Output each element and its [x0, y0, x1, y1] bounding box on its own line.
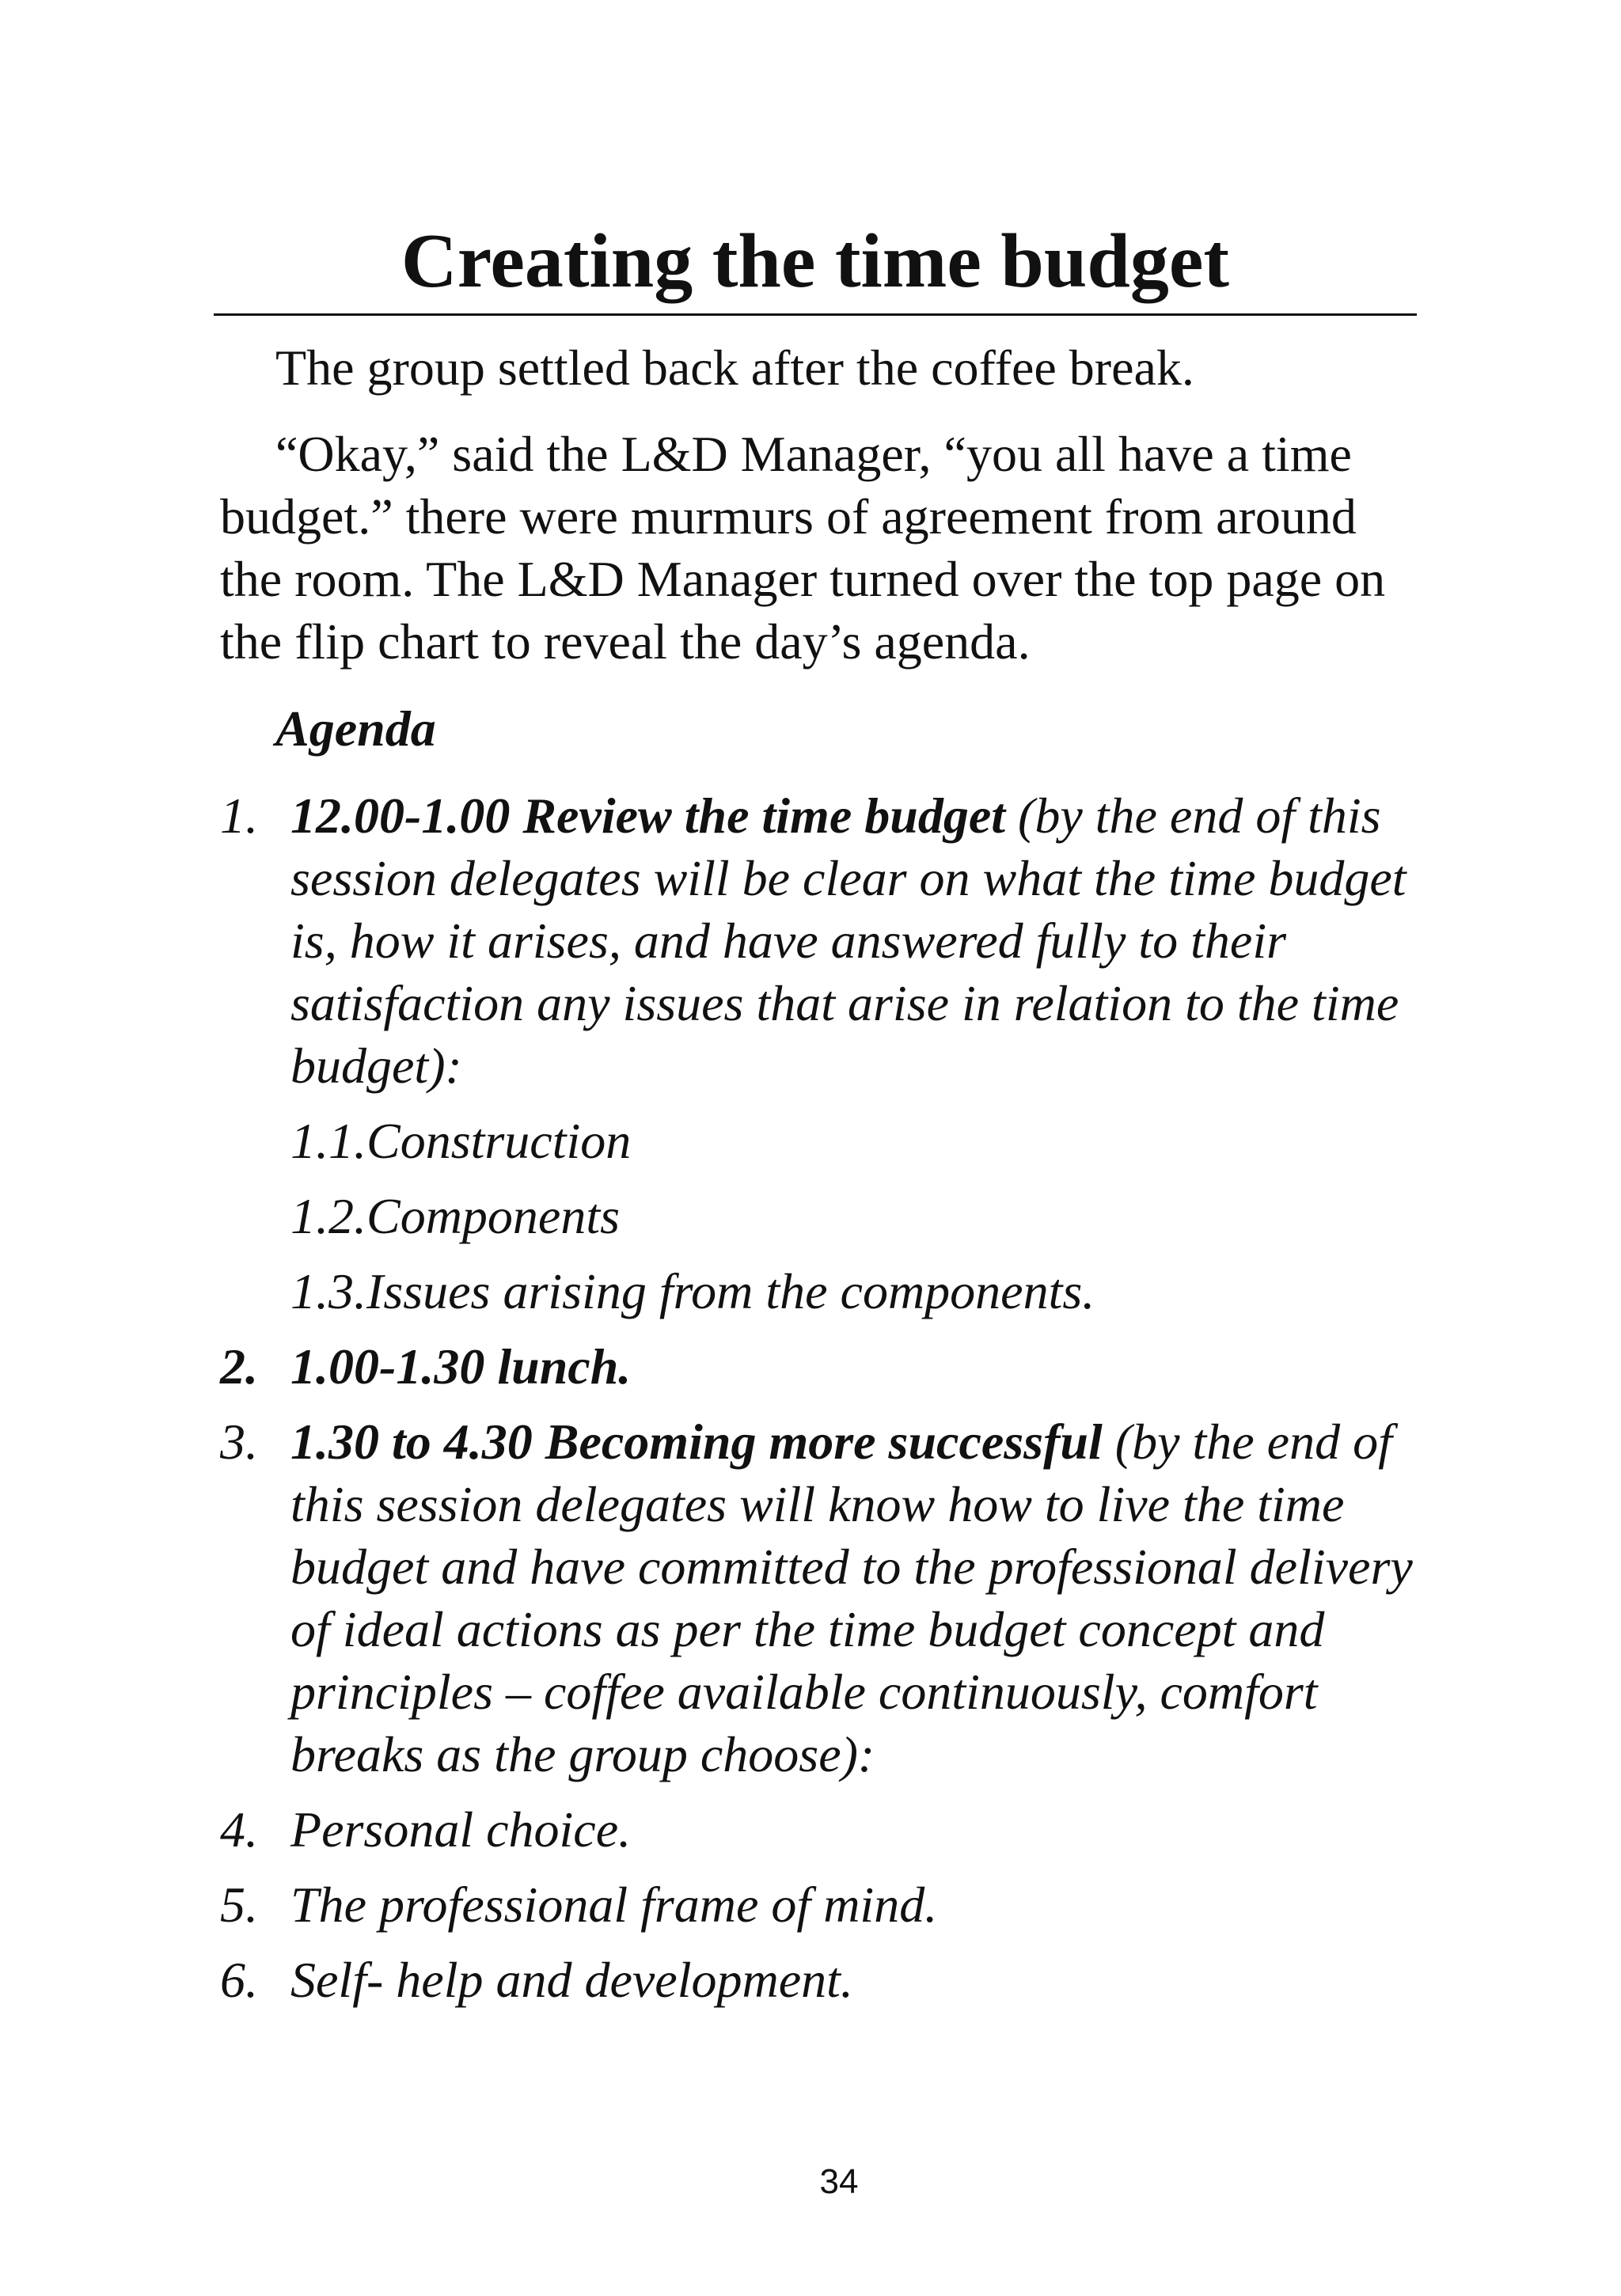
agenda-item-number: 5. [220, 1877, 258, 1933]
agenda-item-6 [220, 1949, 1423, 2011]
agenda-item-description: The professional frame of mind. [290, 1877, 938, 1933]
agenda-item-description: Personal choice. [290, 1801, 632, 1858]
agenda-item-number: 3. [220, 1414, 258, 1470]
agenda-subitem: 1.2.Components [290, 1188, 620, 1244]
agenda-subitem: 1.3.Issues arising from the components. [290, 1263, 1095, 1319]
agenda-item-number: 1. [220, 787, 258, 844]
agenda-item-2 [220, 1335, 1423, 1398]
agenda-item-3 [220, 1410, 1423, 1786]
agenda-item-number: 4. [220, 1801, 258, 1858]
agenda-item-number: 6. [220, 1952, 258, 2008]
agenda-item-description: (by the end of this session delegates will be clear on what the time budget is, how it arises, and have answered fully to their satisfaction any issues that arise in relation to the time budget): [290, 787, 1407, 1094]
agenda-item-title: 1.30 to 4.30 Becoming more successful [290, 1414, 1103, 1470]
agenda-heading: Agenda [275, 700, 436, 757]
agenda-item-description: (by the end of this session delegates will know how to live the time budget and have committed to the professional delivery of ideal actions as per the time budget concept and principles – coffee available continuously, comfort breaks as the group choose): [290, 1414, 1413, 1782]
title-underline [214, 313, 1417, 316]
agenda-subitem: 1.1.Construction [290, 1113, 632, 1169]
paragraph-time-budget: “Okay,” said the L&D Manager, “you all have a time budget.” there were murmurs of agreement from around the room. The L&D Manager turned over the top page on the flip chart to reveal the day’s agenda. [220, 426, 1386, 670]
agenda-item-5 [220, 1873, 1423, 1936]
page-title: Creating the time budget [401, 218, 1230, 304]
page-number: 34 [819, 2162, 859, 2201]
paragraph-coffee-break: The group settled back after the coffee break. [275, 340, 1194, 396]
agenda-item-4 [220, 1798, 1423, 1861]
agenda-item-description: Self- help and development. [290, 1952, 853, 2008]
agenda-item-1 [220, 784, 1423, 1097]
agenda-item-title: 12.00-1.00 Review the time budget [290, 787, 1005, 844]
agenda-item-number: 2. [220, 1338, 258, 1395]
agenda-item-title: 1.00-1.30 lunch. [290, 1338, 632, 1395]
page-body [220, 336, 1423, 2024]
